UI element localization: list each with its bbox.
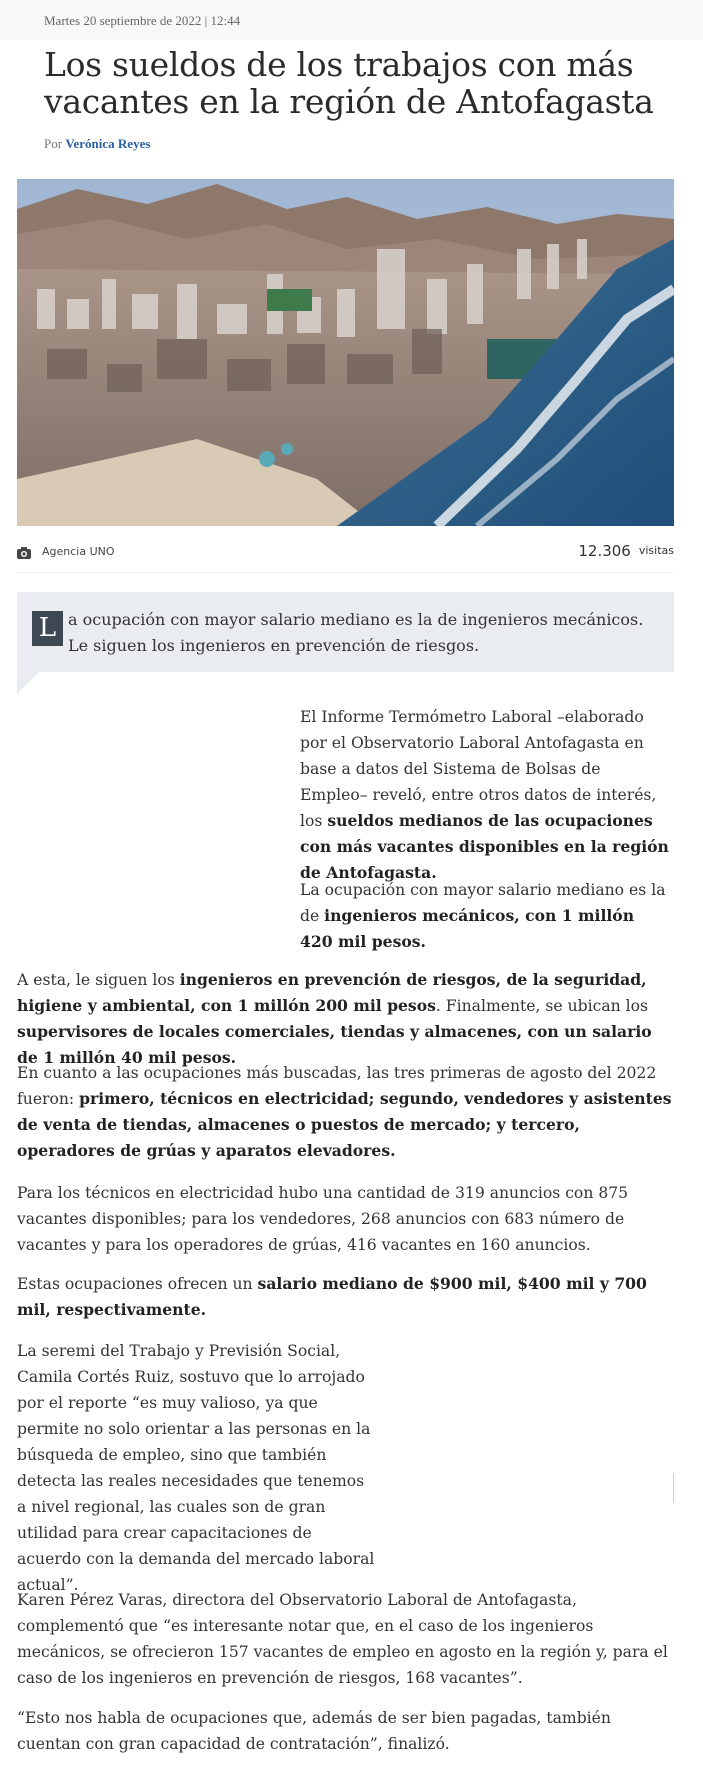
- byline-prefix: Por: [44, 136, 63, 151]
- view-counter: [578, 541, 674, 560]
- text-segment: La ocupación con mayor salario mediano es la de: [300, 881, 666, 925]
- paragraph-9: “Esto nos habla de ocupaciones que, además de ser bien pagadas, también cuentan con gran capacidad de contratación”, finalizó.: [17, 1709, 611, 1753]
- paragraph-1: [300, 704, 670, 886]
- camera-icon: [17, 544, 31, 556]
- photo-credit: Agencia UNO: [42, 545, 115, 558]
- paragraph-7: La seremi del Trabajo y Previsión Social, Camila Cortés Ruiz, sostuvo que lo arrojado por el reporte “es muy valioso, ya que permite no solo orientar a las personas en la búsqueda de empleo, sino que también detecta las reales necesidades que tenemos a nivel regional, las cuales son de gran utilidad para crear capacitaciones de acuerdo con la demanda del mercado laboral actual”.: [17, 1342, 375, 1594]
- lead-text: a ocupación con mayor salario mediano es la de ingenieros mecánicos. Le siguen los ingenieros en prevención de riesgos.: [68, 610, 644, 655]
- image-caption-row: [17, 535, 674, 573]
- text-segment: El Informe Termómetro Laboral –elaborado por el Observatorio Laboral Antofagasta en base a datos del Sistema de Bolsas de Empleo– reveló, entre otros datos de interés, los: [300, 708, 657, 830]
- byline: [44, 136, 150, 152]
- paragraph-5: Para los técnicos en electricidad hubo una cantidad de 319 anuncios con 875 vacantes disponibles; para los vendedores, 268 anuncios con 683 número de vacantes y para los operadores de grúas, 416 vacantes en 160 anuncios.: [17, 1184, 629, 1254]
- paragraph-6: [17, 1271, 673, 1323]
- paragraph-8: Karen Pérez Varas, directora del Observatorio Laboral de Antofagasta, complementó que “es interesante notar que, en el caso de los ingenieros mecánicos, se ofrecieron 157 vacantes de empleo en agosto en la región y, para el caso de los ingenieros en prevención de riesgos, 168 vacantes”.: [17, 1591, 668, 1687]
- bold-segment: primero, técnicos en electricidad; segundo, vendedores y asistentes de venta de tiendas, almacenes o puestos de mercado; y tercero, operadores de grúas y aparatos elevadores.: [17, 1089, 672, 1160]
- views-label: visitas: [638, 544, 674, 557]
- city-coast-aerial-illustration: [17, 179, 674, 526]
- bold-segment: salario mediano de $900 mil, $400 mil y 700 mil, respectivamente.: [17, 1274, 647, 1319]
- hero-image: [17, 179, 674, 526]
- text-segment: . Finalmente, se ubican los: [435, 997, 649, 1015]
- bold-segment: ingenieros mecánicos, con 1 millón 420 mil pesos.: [300, 906, 635, 951]
- text-segment: Estas ocupaciones ofrecen un: [17, 1275, 258, 1293]
- views-count: 12.306: [578, 542, 631, 560]
- lead-box-tail: [17, 672, 39, 694]
- publish-date: Martes 20 septiembre de 2022 | 12:44: [44, 13, 241, 28]
- paragraph-3: [17, 967, 673, 1071]
- paragraph-4: [17, 1060, 673, 1164]
- article-title: Los sueldos de los trabajos con más vacantes en la región de Antofagasta: [44, 45, 654, 121]
- bold-segment: ingenieros en prevención de riesgos, de la seguridad, higiene y ambiental, con 1 millón 200 mil pesos: [17, 970, 647, 1015]
- dropcap: L: [32, 611, 63, 646]
- text-segment: A esta, le siguen los: [17, 971, 180, 989]
- divider-line: [673, 1473, 674, 1503]
- text-segment: En cuanto a las ocupaciones más buscadas, las tres primeras de agosto del 2022 fueron:: [17, 1064, 657, 1108]
- bold-segment: supervisores de locales comerciales, tiendas y almacenes, con un salario de 1 millón 40 mil pesos.: [17, 1022, 652, 1067]
- paragraph-2: [300, 877, 670, 955]
- bold-segment: sueldos medianos de las ocupaciones con más vacantes disponibles en la región de Antofagasta.: [300, 811, 669, 882]
- lead-box: [17, 592, 674, 672]
- author-link[interactable]: Verónica Reyes: [65, 136, 151, 151]
